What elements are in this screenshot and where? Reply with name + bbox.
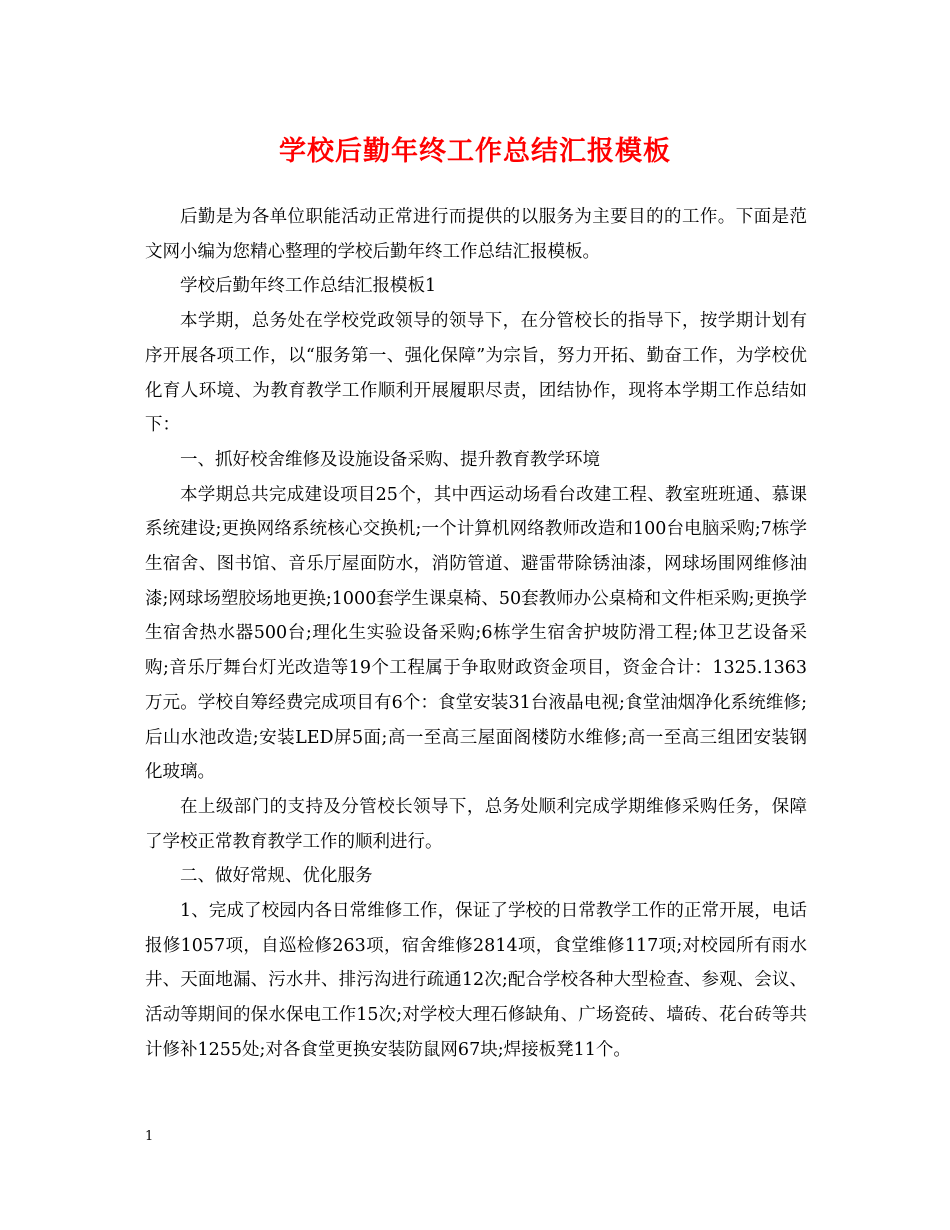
section-heading-1: 一、抓好校舍维修及设施设备采购、提升教育教学环境	[180, 449, 600, 470]
paragraph-projects: 本学期总共完成建设项目25个，其中西运动场看台改建工程、教室班班通、慕课系统建设;更换网络系统核心交换机;一个计算机网络教师改造和100台电脑采购;7栋学生宿舍、图书馆、音乐厅屋面防水，消防管道、避雷带除锈油漆，网球场围网维修油漆;网球场塑胶场地更换;1000套学生课桌椅、50套教师办公桌椅和文件柜采购;更换学生宿舍热水器500台;理化生实验设备采购;6栋学生宿舍护坡防滑工程;体卫艺设备采购;音乐厅舞台灯光改造等19个工程属于争取财政资金项目，资金合计：1325.1363万元。学校自筹经费完成项目有6个：食堂安装31台液晶电视;食堂油烟净化系统维修;后山水池改造;安装LED屏5面;高一至高三屋面阁楼防水维修;高一至高三组团安装钢化玻璃。	[145, 484, 807, 783]
document-body	[145, 200, 807, 1068]
paragraph-overview: 本学期，总务处在学校党政领导的领导下，在分管校长的指导下，按学期计划有序开展各项工作，以“服务第一、强化保障”为宗旨，努力开拓、勤奋工作，为学校优化育人环境、为教育教学工作顺利开展履职尽责，团结协作，现将本学期工作总结如下：	[145, 311, 807, 436]
document-title: 学校后勤年终工作总结汇报模板	[279, 136, 671, 167]
paragraph-maintenance: 1、完成了校园内各日常维修工作，保证了学校的日常教学工作的正常开展，电话报修1057项，自巡检修263项，宿舍维修2814项，食堂维修117项;对校园所有雨水井、天面地漏、污水井、排污沟进行疏通12次;配合学校各种大型检查、参观、会议、活动等期间的保水保电工作15次;对学校大理石修缺角、广场瓷砖、墙砖、花台砖等共计修补1255处;对各食堂更换安装防鼠网67块;焊接板凳11个。	[145, 901, 807, 1060]
paragraph-subtitle: 学校后勤年终工作总结汇报模板1	[180, 276, 437, 297]
paragraph-intro: 后勤是为各单位职能活动正常进行而提供的以服务为主要目的的工作。下面是范文网小编为您精心整理的学校后勤年终工作总结汇报模板。	[145, 207, 807, 262]
paragraph-support: 在上级部门的支持及分管校长领导下，总务处顺利完成学期维修采购任务，保障了学校正常教育教学工作的顺利进行。	[145, 796, 807, 852]
section-heading-2: 二、做好常规、优化服务	[180, 866, 373, 887]
page-number: 1	[145, 1129, 154, 1144]
